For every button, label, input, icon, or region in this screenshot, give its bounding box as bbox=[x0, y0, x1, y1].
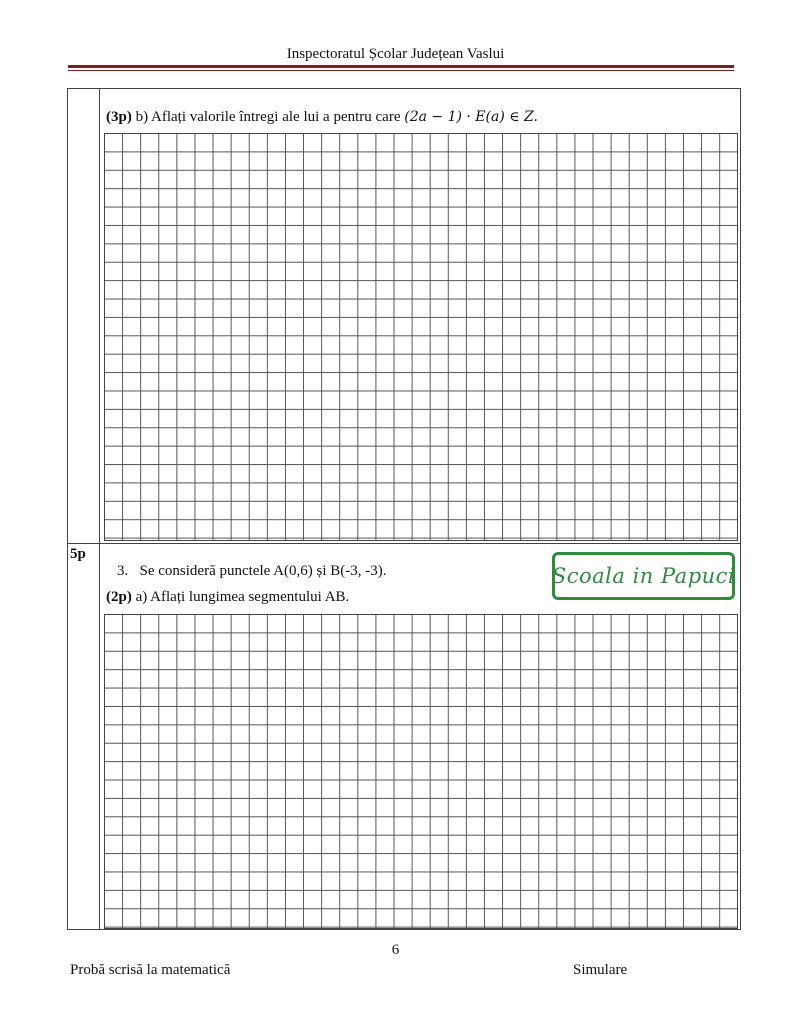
answer-grid-b[interactable] bbox=[104, 133, 738, 541]
row-divider bbox=[67, 543, 741, 544]
task-a-points: (2p) bbox=[106, 589, 132, 605]
exercise-3-statement-line bbox=[117, 563, 387, 580]
exercise-3-score: 5p bbox=[70, 546, 86, 562]
exercise-3-number: 3. bbox=[117, 563, 129, 579]
header-rule bbox=[68, 65, 734, 68]
task-b-prompt bbox=[106, 109, 538, 126]
footer-exam-type: Simulare bbox=[573, 962, 628, 978]
page-number: 6 bbox=[391, 942, 400, 958]
task-b-text: b) Aflați valorile întregi ale lui a pentru care bbox=[131, 109, 405, 125]
header-rule-secondary bbox=[68, 70, 734, 71]
logo-text: Scoala in Papuci bbox=[551, 564, 736, 588]
task-b-formula: (2a − 1) · E(a) ∈ Z. bbox=[404, 109, 538, 125]
footer-exam-name: Probă scrisă la matematică bbox=[70, 962, 231, 978]
task-a-text: a) Aflați lungimea segmentului AB. bbox=[131, 589, 350, 605]
exercise-3-statement: Se consideră punctele A(0,6) și B(-3, -3). bbox=[139, 563, 387, 579]
task-b-points: (3p) bbox=[106, 109, 132, 125]
scoala-in-papuci-logo bbox=[552, 552, 735, 600]
answer-grid-a[interactable] bbox=[104, 614, 738, 929]
score-column-divider bbox=[99, 88, 100, 930]
task-a-prompt bbox=[106, 589, 349, 606]
page-header-title: Inspectoratul Școlar Județean Vaslui bbox=[286, 46, 505, 62]
